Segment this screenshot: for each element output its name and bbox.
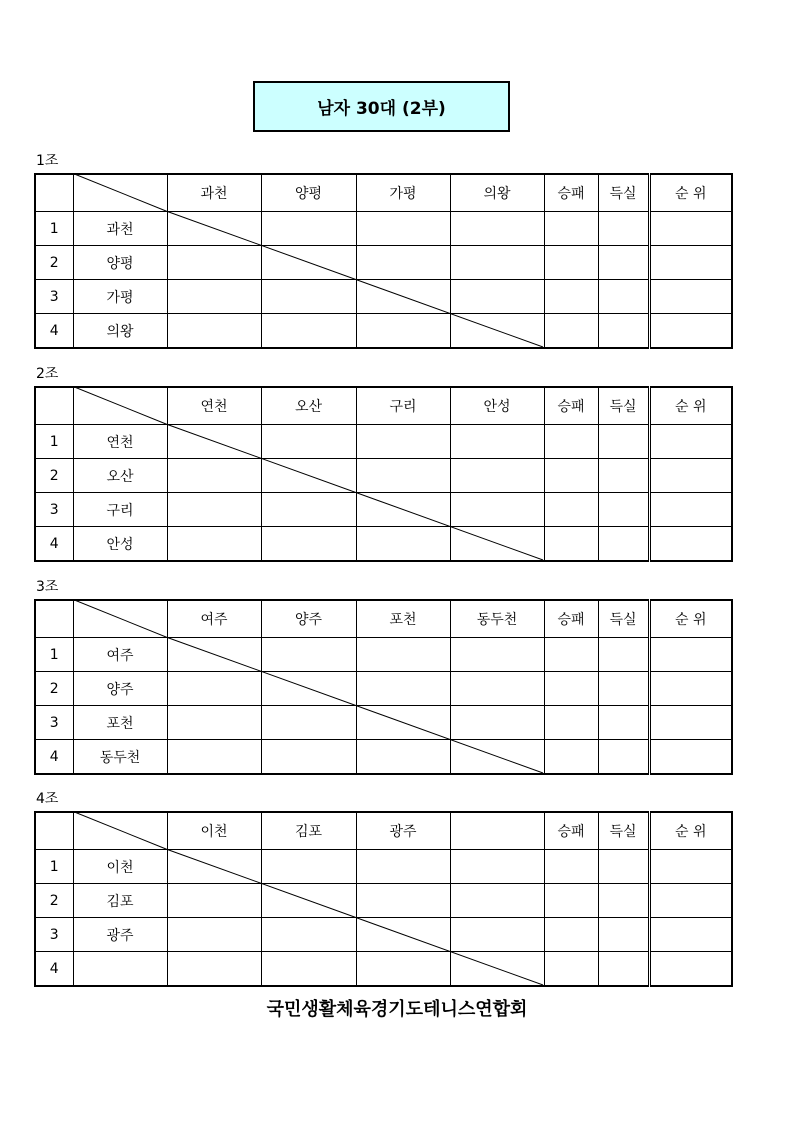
row-number: 2 [35, 672, 73, 706]
group-2-label: 2조 [36, 366, 59, 382]
result-cell[interactable] [450, 672, 544, 706]
row-team: 가평 [73, 280, 167, 314]
header-score: 득실 [598, 174, 649, 212]
group-3-label: 3조 [36, 579, 59, 595]
result-cell[interactable] [261, 740, 356, 775]
header-score: 득실 [598, 600, 649, 638]
result-cell[interactable] [356, 527, 450, 562]
result-cell[interactable] [261, 527, 356, 562]
result-cell[interactable] [167, 280, 261, 314]
table-row [35, 952, 732, 987]
row-team: 연천 [73, 425, 167, 459]
row-team: 오산 [73, 459, 167, 493]
result-cell[interactable] [167, 918, 261, 952]
win-loss-cell[interactable] [544, 246, 598, 280]
header-rank: 순 위 [649, 174, 732, 212]
header-team-2: 김포 [261, 812, 356, 850]
result-cell[interactable] [356, 246, 450, 280]
result-cell[interactable] [261, 952, 356, 987]
result-cell[interactable] [167, 493, 261, 527]
rank-cell[interactable] [649, 459, 732, 493]
win-loss-cell[interactable] [544, 212, 598, 246]
result-cell[interactable] [450, 425, 544, 459]
win-loss-cell[interactable] [544, 280, 598, 314]
table-row [35, 740, 732, 775]
result-cell[interactable] [261, 918, 356, 952]
row-number: 2 [35, 246, 73, 280]
header-team-3: 구리 [356, 387, 450, 425]
rank-cell[interactable] [649, 884, 732, 918]
score-cell[interactable] [598, 706, 649, 740]
header-team-3: 광주 [356, 812, 450, 850]
header-team-4: 안성 [450, 387, 544, 425]
result-cell[interactable] [261, 638, 356, 672]
result-cell[interactable] [450, 850, 544, 884]
table-row [35, 459, 732, 493]
row-number: 1 [35, 212, 73, 246]
header-team-4 [450, 812, 544, 850]
result-cell[interactable] [450, 638, 544, 672]
win-loss-cell[interactable] [544, 527, 598, 562]
row-number: 1 [35, 638, 73, 672]
group-3-table [34, 599, 731, 773]
win-loss-cell[interactable] [544, 884, 598, 918]
result-cell[interactable] [450, 706, 544, 740]
result-cell[interactable] [356, 850, 450, 884]
result-cell[interactable] [167, 527, 261, 562]
header-diagonal-cell [73, 812, 167, 850]
score-cell[interactable] [598, 740, 649, 775]
header-rank: 순 위 [649, 600, 732, 638]
row-number: 2 [35, 884, 73, 918]
result-cell[interactable] [167, 672, 261, 706]
page-title-text: 남자 30대 (2부) [317, 99, 446, 119]
result-cell[interactable] [261, 280, 356, 314]
header-win-loss: 승패 [544, 174, 598, 212]
result-cell[interactable] [167, 425, 261, 459]
group-4-label: 4조 [36, 791, 59, 807]
group-4-table [34, 811, 731, 985]
result-cell[interactable] [450, 314, 544, 349]
score-cell[interactable] [598, 212, 649, 246]
win-loss-cell[interactable] [544, 459, 598, 493]
result-cell[interactable] [450, 918, 544, 952]
header-team-2: 양평 [261, 174, 356, 212]
header-team-1: 이천 [167, 812, 261, 850]
result-cell[interactable] [356, 884, 450, 918]
row-team: 양주 [73, 672, 167, 706]
row-team: 의왕 [73, 314, 167, 349]
result-cell[interactable] [356, 212, 450, 246]
row-number: 3 [35, 280, 73, 314]
group-2-table [34, 386, 731, 560]
rank-cell[interactable] [649, 314, 732, 349]
score-cell[interactable] [598, 459, 649, 493]
result-cell[interactable] [450, 212, 544, 246]
score-cell[interactable] [598, 884, 649, 918]
row-team: 포천 [73, 706, 167, 740]
result-cell[interactable] [261, 850, 356, 884]
win-loss-cell[interactable] [544, 740, 598, 775]
result-cell[interactable] [450, 280, 544, 314]
table-row [35, 493, 732, 527]
result-cell[interactable] [356, 493, 450, 527]
header-team-3: 포천 [356, 600, 450, 638]
rank-cell[interactable] [649, 706, 732, 740]
header-score: 득실 [598, 387, 649, 425]
win-loss-cell[interactable] [544, 850, 598, 884]
result-cell[interactable] [261, 706, 356, 740]
table-row [35, 918, 732, 952]
row-number: 4 [35, 314, 73, 349]
win-loss-cell[interactable] [544, 493, 598, 527]
header-diagonal-cell [73, 600, 167, 638]
header-team-4: 동두천 [450, 600, 544, 638]
result-cell[interactable] [450, 527, 544, 562]
row-number: 2 [35, 459, 73, 493]
row-number: 4 [35, 740, 73, 775]
table-row [35, 884, 732, 918]
row-number: 4 [35, 952, 73, 987]
score-cell[interactable] [598, 493, 649, 527]
header-score: 득실 [598, 812, 649, 850]
result-cell[interactable] [356, 706, 450, 740]
page-title [253, 81, 510, 132]
win-loss-cell[interactable] [544, 425, 598, 459]
header-win-loss: 승패 [544, 600, 598, 638]
result-cell[interactable] [356, 952, 450, 987]
win-loss-cell[interactable] [544, 918, 598, 952]
result-cell[interactable] [261, 884, 356, 918]
rank-cell[interactable] [649, 918, 732, 952]
win-loss-cell[interactable] [544, 672, 598, 706]
result-cell[interactable] [356, 459, 450, 493]
header-rank: 순 위 [649, 812, 732, 850]
score-cell[interactable] [598, 952, 649, 987]
header-win-loss: 승패 [544, 812, 598, 850]
row-team: 동두천 [73, 740, 167, 775]
result-cell[interactable] [167, 850, 261, 884]
header-win-loss: 승패 [544, 387, 598, 425]
rank-cell[interactable] [649, 493, 732, 527]
rank-cell[interactable] [649, 280, 732, 314]
rank-cell[interactable] [649, 246, 732, 280]
score-cell[interactable] [598, 918, 649, 952]
row-number: 3 [35, 706, 73, 740]
result-cell[interactable] [450, 884, 544, 918]
result-cell[interactable] [167, 638, 261, 672]
rank-cell[interactable] [649, 527, 732, 562]
result-cell[interactable] [450, 493, 544, 527]
result-cell[interactable] [450, 246, 544, 280]
result-cell[interactable] [356, 314, 450, 349]
result-cell[interactable] [450, 740, 544, 775]
score-cell[interactable] [598, 527, 649, 562]
row-team: 과천 [73, 212, 167, 246]
header-team-2: 양주 [261, 600, 356, 638]
result-cell[interactable] [356, 425, 450, 459]
header-team-1: 과천 [167, 174, 261, 212]
rank-cell[interactable] [649, 672, 732, 706]
row-team: 양평 [73, 246, 167, 280]
result-cell[interactable] [167, 212, 261, 246]
row-team: 광주 [73, 918, 167, 952]
result-cell[interactable] [261, 425, 356, 459]
score-cell[interactable] [598, 672, 649, 706]
table-row [35, 850, 732, 884]
organization-footer: 국민생활체육경기도테니스연합회 [266, 999, 528, 1020]
result-cell[interactable] [261, 246, 356, 280]
header-team-3: 가평 [356, 174, 450, 212]
rank-cell[interactable] [649, 850, 732, 884]
header-diagonal-cell [73, 174, 167, 212]
row-team: 이천 [73, 850, 167, 884]
score-cell[interactable] [598, 850, 649, 884]
result-cell[interactable] [261, 314, 356, 349]
result-cell[interactable] [356, 672, 450, 706]
rank-cell[interactable] [649, 212, 732, 246]
rank-cell[interactable] [649, 952, 732, 987]
header-diagonal-cell [73, 387, 167, 425]
table-row [35, 706, 732, 740]
score-cell[interactable] [598, 425, 649, 459]
table-row [35, 212, 732, 246]
row-number: 3 [35, 493, 73, 527]
score-cell[interactable] [598, 314, 649, 349]
score-cell[interactable] [598, 246, 649, 280]
row-team: 구리 [73, 493, 167, 527]
win-loss-cell[interactable] [544, 706, 598, 740]
group-1-table [34, 173, 731, 347]
result-cell[interactable] [450, 952, 544, 987]
table-row [35, 672, 732, 706]
table-row [35, 246, 732, 280]
result-cell[interactable] [261, 212, 356, 246]
result-cell[interactable] [167, 314, 261, 349]
result-cell[interactable] [261, 672, 356, 706]
table-row [35, 638, 732, 672]
result-cell[interactable] [167, 952, 261, 987]
result-cell[interactable] [167, 884, 261, 918]
table-row [35, 527, 732, 562]
win-loss-cell[interactable] [544, 314, 598, 349]
header-team-1: 연천 [167, 387, 261, 425]
win-loss-cell[interactable] [544, 638, 598, 672]
score-cell[interactable] [598, 280, 649, 314]
win-loss-cell[interactable] [544, 952, 598, 987]
result-cell[interactable] [356, 918, 450, 952]
header-blank [35, 387, 73, 425]
table-row [35, 425, 732, 459]
row-number: 3 [35, 918, 73, 952]
header-team-1: 여주 [167, 600, 261, 638]
header-blank [35, 812, 73, 850]
result-cell[interactable] [356, 638, 450, 672]
result-cell[interactable] [167, 706, 261, 740]
row-number: 1 [35, 425, 73, 459]
group-1-label: 1조 [36, 153, 59, 169]
rank-cell[interactable] [649, 740, 732, 775]
table-row [35, 314, 732, 349]
result-cell[interactable] [261, 459, 356, 493]
score-cell[interactable] [598, 638, 649, 672]
row-team: 여주 [73, 638, 167, 672]
row-team: 안성 [73, 527, 167, 562]
header-team-4: 의왕 [450, 174, 544, 212]
table-row [35, 280, 732, 314]
result-cell[interactable] [450, 459, 544, 493]
rank-cell[interactable] [649, 638, 732, 672]
header-blank [35, 600, 73, 638]
result-cell[interactable] [167, 246, 261, 280]
row-number: 4 [35, 527, 73, 562]
header-team-2: 오산 [261, 387, 356, 425]
result-cell[interactable] [356, 740, 450, 775]
row-team [73, 952, 167, 987]
result-cell[interactable] [356, 280, 450, 314]
row-team: 김포 [73, 884, 167, 918]
rank-cell[interactable] [649, 425, 732, 459]
row-number: 1 [35, 850, 73, 884]
result-cell[interactable] [167, 459, 261, 493]
result-cell[interactable] [167, 740, 261, 775]
header-rank: 순 위 [649, 387, 732, 425]
header-blank [35, 174, 73, 212]
result-cell[interactable] [261, 493, 356, 527]
